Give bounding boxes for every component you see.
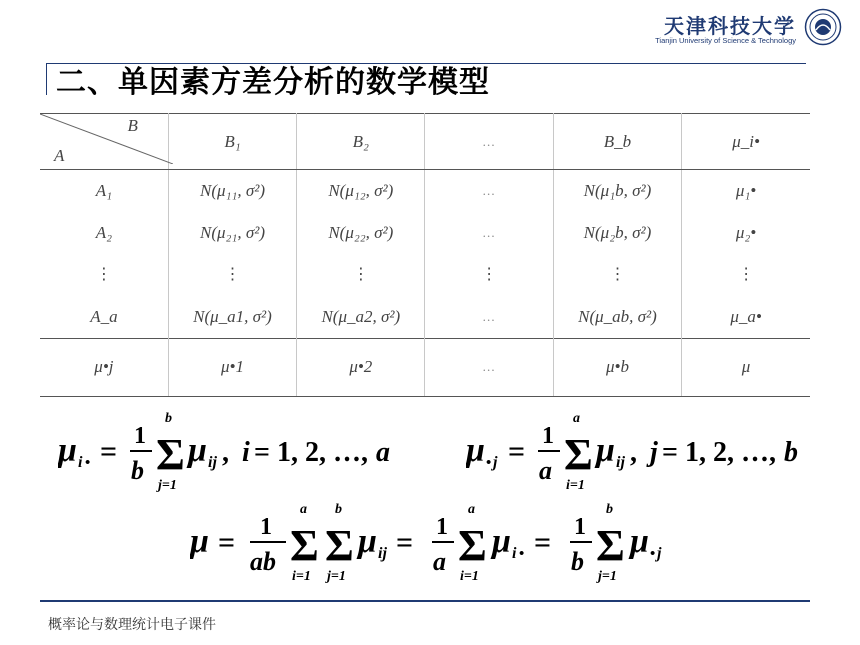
table-cell: … bbox=[425, 296, 553, 338]
svg-text:Σ: Σ bbox=[156, 430, 185, 479]
svg-text:i=1: i=1 bbox=[292, 569, 311, 584]
table-cell: ⋮ bbox=[425, 254, 553, 296]
svg-text:•: • bbox=[650, 546, 656, 562]
row-label: μ•j bbox=[40, 338, 168, 396]
svg-text:a: a bbox=[468, 502, 475, 517]
svg-text:b: b bbox=[335, 502, 342, 517]
svg-text:μ: μ bbox=[492, 523, 511, 560]
logo-english-name: Tianjin University of Science & Technology bbox=[655, 36, 796, 45]
svg-text:μ: μ bbox=[58, 432, 77, 469]
svg-text:b: b bbox=[131, 456, 144, 485]
table-cell: N(μ_ab, σ²) bbox=[553, 296, 681, 338]
svg-text:1: 1 bbox=[542, 423, 554, 449]
svg-text:1: 1 bbox=[260, 514, 272, 540]
grand-mean-formula bbox=[190, 500, 710, 592]
table-cell: N(μ_a1, σ²) bbox=[168, 296, 296, 338]
svg-text:μ: μ bbox=[188, 432, 207, 469]
svg-text:b: b bbox=[165, 411, 172, 426]
table-cell: N(μ₂₂, σ²) bbox=[297, 212, 425, 254]
row-mean-formula bbox=[58, 405, 438, 497]
svg-text:j: j bbox=[657, 545, 662, 562]
table-cell: μ•1 bbox=[168, 338, 296, 396]
corner-cell bbox=[40, 114, 168, 170]
footer-divider bbox=[40, 600, 810, 602]
table-header-row bbox=[40, 114, 810, 170]
svg-text:i=1: i=1 bbox=[460, 569, 479, 584]
table-cell: μ•b bbox=[553, 338, 681, 396]
svg-text:ab: ab bbox=[250, 547, 276, 576]
svg-text:Σ: Σ bbox=[596, 521, 625, 570]
svg-text:i: i bbox=[512, 545, 517, 562]
table-cell: N(μ₁₂, σ²) bbox=[297, 170, 425, 212]
table-row bbox=[40, 212, 810, 254]
col-header: B₂ bbox=[297, 114, 425, 170]
svg-text:,: , bbox=[630, 437, 637, 468]
svg-text:ij: ij bbox=[378, 545, 387, 562]
svg-text:j=1: j=1 bbox=[598, 569, 617, 584]
col-header: μ_i• bbox=[682, 114, 810, 170]
svg-text:=: = bbox=[396, 526, 414, 559]
table-cell: μ₂• bbox=[735, 222, 757, 242]
svg-text:b: b bbox=[784, 437, 798, 468]
svg-text:= 1, 2, …,: = 1, 2, …, bbox=[662, 437, 776, 468]
svg-text:a: a bbox=[433, 547, 446, 576]
svg-text:1: 1 bbox=[436, 514, 448, 540]
svg-text:μ: μ bbox=[358, 523, 377, 560]
table-row bbox=[40, 296, 810, 338]
logo-chinese-name: 天津科技大学 bbox=[664, 14, 796, 38]
svg-text:,: , bbox=[222, 437, 229, 468]
svg-text:Σ: Σ bbox=[290, 521, 319, 570]
table-cell: N(μ₁₁, σ²) bbox=[168, 170, 296, 212]
corner-row-label: A bbox=[54, 146, 65, 166]
table-cell: ⋮ bbox=[168, 254, 296, 296]
svg-text:Σ: Σ bbox=[458, 521, 487, 570]
col-header: B_b bbox=[553, 114, 681, 170]
svg-text:a: a bbox=[376, 437, 390, 468]
svg-text:b: b bbox=[571, 547, 584, 576]
title-accent-bar bbox=[46, 63, 47, 95]
table-cell: ⋮ bbox=[738, 265, 755, 283]
table-cell: N(μ₂b, σ²) bbox=[553, 212, 681, 254]
svg-text:i=1: i=1 bbox=[566, 478, 585, 493]
svg-text:•: • bbox=[519, 546, 525, 562]
svg-text:μ: μ bbox=[466, 432, 485, 469]
corner-col-label: B bbox=[127, 116, 138, 135]
university-seal-icon bbox=[804, 8, 842, 46]
mean-table bbox=[40, 113, 810, 397]
table-cell: μ_a• bbox=[730, 306, 762, 326]
svg-text:= 1, 2, …,: = 1, 2, …, bbox=[254, 437, 368, 468]
svg-text:a: a bbox=[300, 502, 307, 517]
svg-text:a: a bbox=[573, 411, 580, 426]
row-label: A_a bbox=[40, 296, 168, 338]
table-cell: μ bbox=[682, 338, 810, 396]
svg-text:1: 1 bbox=[574, 514, 586, 540]
svg-text:μ: μ bbox=[630, 523, 649, 560]
slide-title: 二、单因素方差分析的数学模型 bbox=[56, 65, 490, 100]
table-cell: μ•2 bbox=[297, 338, 425, 396]
col-header: … bbox=[425, 114, 553, 170]
table-cell: ⋮ bbox=[553, 254, 681, 296]
row-label: ⋮ bbox=[40, 254, 168, 296]
svg-text:a: a bbox=[539, 456, 552, 485]
svg-text:j=1: j=1 bbox=[158, 478, 177, 493]
column-mean-formula bbox=[466, 405, 846, 497]
svg-text:Σ: Σ bbox=[564, 430, 593, 479]
col-header: B₁ bbox=[168, 114, 296, 170]
row-label: A₂ bbox=[40, 212, 168, 254]
svg-text:=: = bbox=[508, 435, 526, 468]
table-cell: N(μ₁b, σ²) bbox=[553, 170, 681, 212]
course-name: 概率论与数理统计电子课件 bbox=[48, 617, 216, 633]
svg-text:=: = bbox=[534, 526, 552, 559]
svg-text:=: = bbox=[100, 435, 118, 468]
svg-text:j=1: j=1 bbox=[327, 569, 346, 584]
svg-text:=: = bbox=[218, 526, 236, 559]
table-cell: μ₁• bbox=[735, 181, 757, 201]
svg-text:i: i bbox=[242, 437, 250, 468]
svg-text:ij: ij bbox=[208, 454, 217, 471]
table-cell: … bbox=[425, 212, 553, 254]
svg-text:1: 1 bbox=[134, 423, 146, 449]
svg-text:j: j bbox=[650, 437, 658, 468]
table-row bbox=[40, 254, 810, 296]
table-cell: N(μ₂₁, σ²) bbox=[168, 212, 296, 254]
table-cell: ⋮ bbox=[297, 254, 425, 296]
table-row bbox=[40, 170, 810, 212]
svg-text:μ: μ bbox=[596, 432, 615, 469]
table-cell: … bbox=[425, 170, 553, 212]
svg-text:j: j bbox=[493, 454, 498, 471]
svg-text:ij: ij bbox=[616, 454, 625, 471]
svg-text:Σ: Σ bbox=[325, 521, 354, 570]
svg-text:i: i bbox=[78, 454, 83, 471]
svg-text:•: • bbox=[85, 455, 91, 471]
svg-text:b: b bbox=[606, 502, 613, 517]
svg-text:μ: μ bbox=[190, 523, 209, 560]
svg-text:•: • bbox=[486, 455, 492, 471]
table-cell: N(μ_a2, σ²) bbox=[297, 296, 425, 338]
row-label: A₁ bbox=[40, 170, 168, 212]
table-cell: … bbox=[425, 338, 553, 396]
table-footer-row bbox=[40, 338, 810, 396]
